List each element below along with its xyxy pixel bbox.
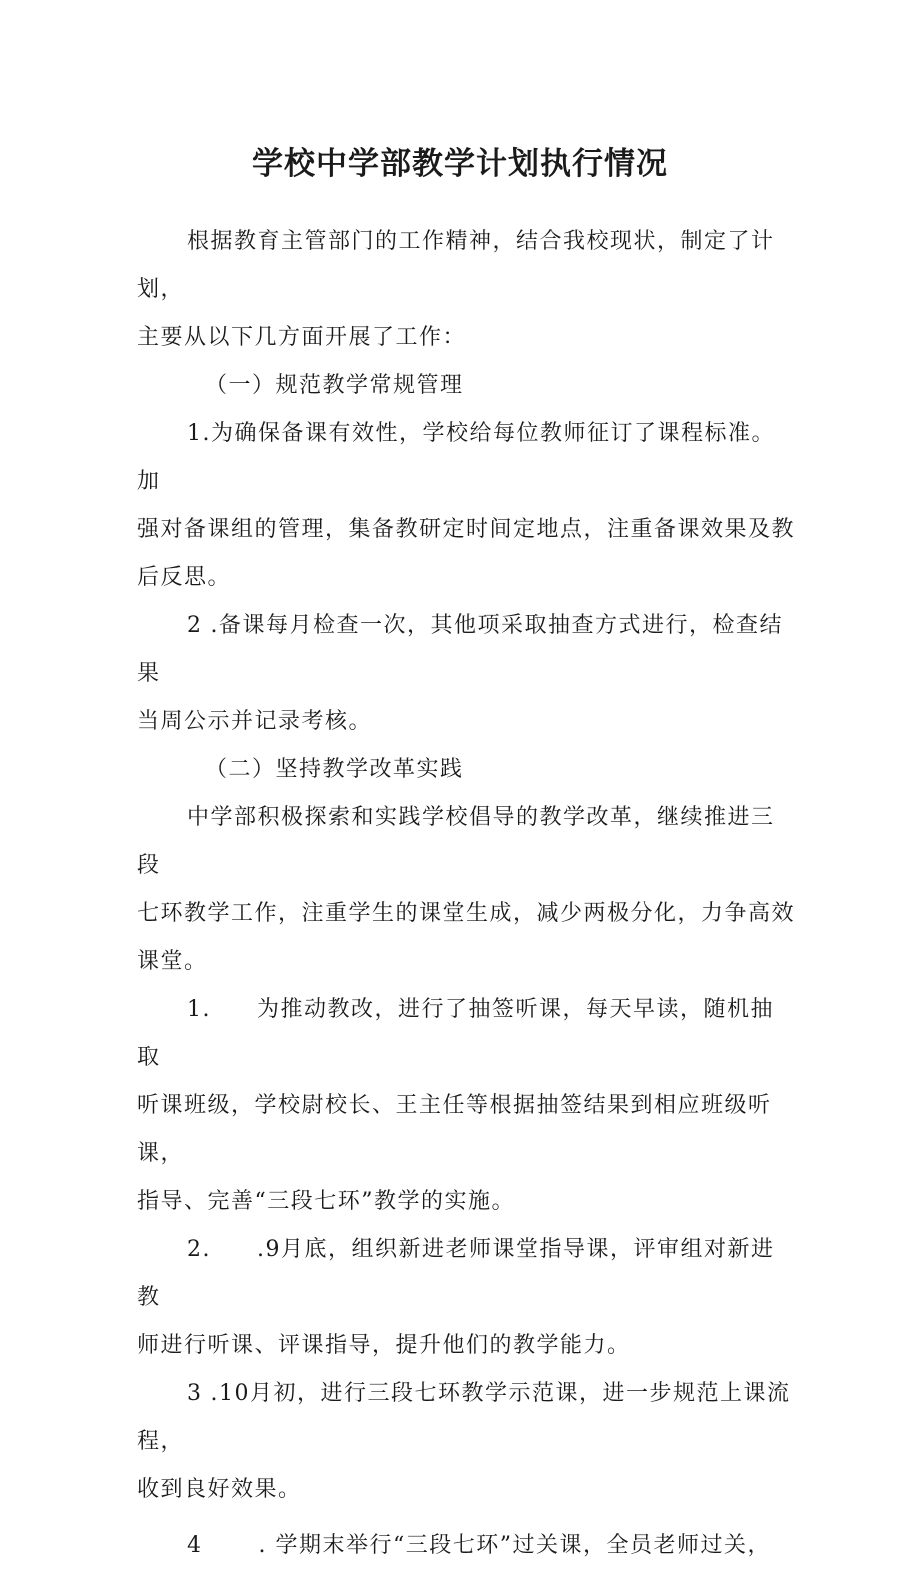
section-2-item-1-line-1 <box>137 986 797 1082</box>
section-2-para-line-1: 中学部积极探索和实践学校倡导的教学改革，继续推进三段 <box>137 805 775 878</box>
section-2-para-line-3: 课堂。 <box>137 949 208 974</box>
section-2-item-1-text: 为推动教改，进行了抽签听课，每天早读，随机抽取 <box>137 997 775 1070</box>
section-1-item-1-line-1: 1.为确保备课有效性，学校给每位教师征订了课程标准。加 <box>137 421 775 494</box>
section-2-item-4-number: 4 <box>187 1533 203 1558</box>
section-2-item-2-text: .9月底，组织新进老师课堂指导课，评审组对新进教 <box>137 1237 775 1310</box>
section-2-para-line-2: 七环教学工作，注重学生的课堂生成，减少两极分化，力争高效 <box>137 901 796 926</box>
section-2-item-3-number: 3 <box>187 1381 203 1406</box>
section-2-item-3-text: .10月初，进行三段七环教学示范课，进一步规范上课流程， <box>137 1381 791 1454</box>
section-2-item-2-line-1 <box>137 1226 797 1322</box>
section-2-item-1-line-3: 指导、完善“三段七环”教学的实施。 <box>137 1189 515 1214</box>
section-1-item-1-line-3: 后反思。 <box>137 565 232 590</box>
document-body <box>137 218 797 1570</box>
intro-line-1: 根据教育主管部门的工作精神，结合我校现状，制定了计划， <box>137 229 775 302</box>
document-title: 学校中学部教学计划执行情况 <box>252 146 668 182</box>
section-1-item-2-line-2: 当周公示并记录考核。 <box>137 709 373 734</box>
section-2-heading: （二）坚持教学改革实践 <box>205 757 464 782</box>
section-1-item-2-number: 2 <box>187 613 203 638</box>
section-2-item-4-line-1 <box>137 1522 797 1570</box>
section-2-item-3-line-1 <box>137 1370 797 1466</box>
section-2-item-2-number: 2. <box>187 1237 211 1262</box>
section-2-item-1-line-2: 听课班级，学校尉校长、王主任等根据抽签结果到相应班级听课， <box>137 1093 772 1166</box>
section-2-item-4-text: . 学期末举行“三段七环”过关课，全员老师过关， <box>258 1533 771 1558</box>
section-1-item-2-line-1 <box>137 602 797 698</box>
section-1-heading: （一）规范教学常规管理 <box>205 373 464 398</box>
section-2-item-3-line-2: 收到良好效果。 <box>137 1477 302 1502</box>
intro-line-2: 主要从以下几方面开展了工作： <box>137 325 467 350</box>
section-2-item-2-line-2: 师进行听课、评课指导，提升他们的教学能力。 <box>137 1333 631 1358</box>
section-1-item-1-line-2: 强对备课组的管理，集备教研定时间定地点，注重备课效果及教 <box>137 517 796 542</box>
section-2-item-1-number: 1. <box>187 997 211 1022</box>
section-1-item-2-text: .备课每月检查一次，其他项采取抽查方式进行，检查结果 <box>137 613 783 686</box>
